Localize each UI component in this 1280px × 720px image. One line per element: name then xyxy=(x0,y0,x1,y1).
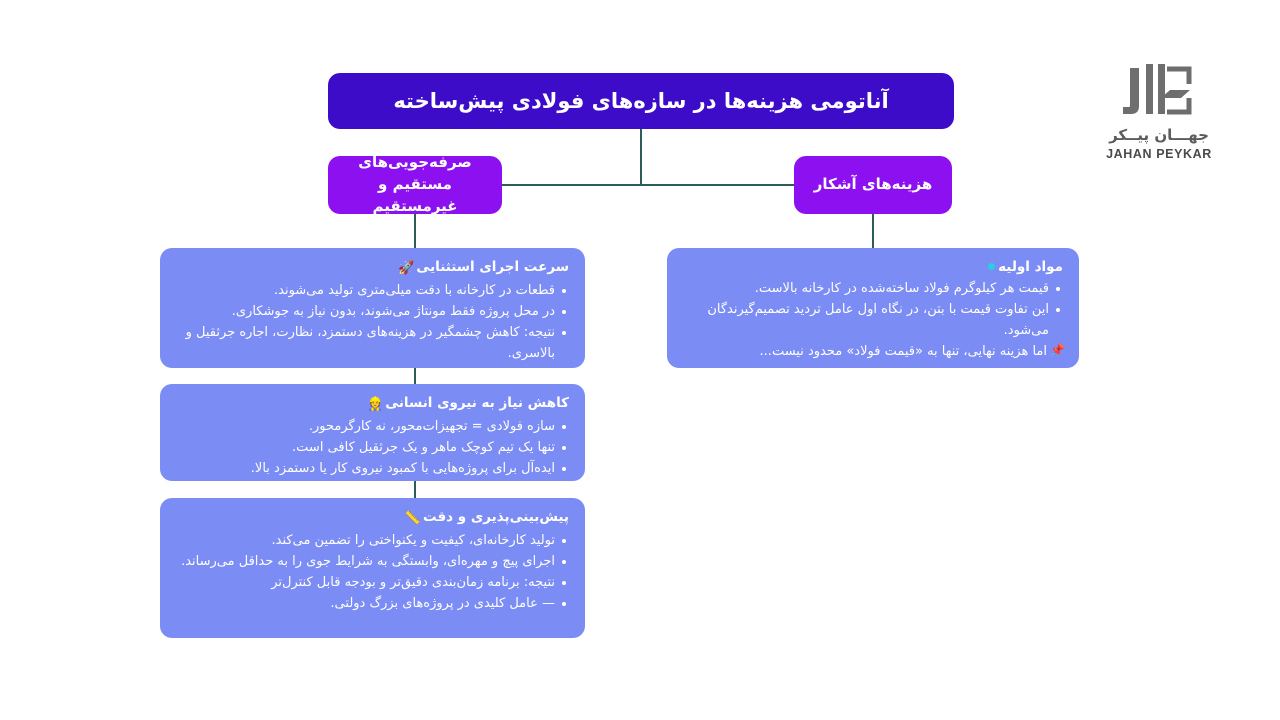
list-item: قیمت هر کیلوگرم فولاد ساخته‌شده در کارخانه بالاست. xyxy=(683,278,1063,299)
list-item: اجرای پیچ و مهره‌ای، وابستگی به شرایط جوی را به حداقل می‌رساند. xyxy=(176,551,569,572)
list-item: ایده‌آل برای پروژه‌هایی با کمبود نیروی کار یا دستمزد بالا. xyxy=(176,458,569,479)
card-execution-speed-heading-text: سرعت اجرای استثنایی xyxy=(416,259,569,275)
list-item: تنها یک تیم کوچک ماهر و یک جرثقیل کافی است. xyxy=(176,437,569,458)
card-predictability-precision xyxy=(160,498,585,638)
connector-speed-to-labor xyxy=(414,368,416,384)
card-predictability-heading-text: پیش‌بینی‌پذیری و دقت xyxy=(423,509,569,525)
node-visible-costs[interactable] xyxy=(794,156,952,214)
card-execution-speed-heading xyxy=(176,257,569,279)
diagram-title-text: آناتومی هزینه‌ها در سازه‌های فولادی پیش‌ساخته xyxy=(393,88,889,113)
list-item: سازه فولادی = تجهیزات‌محور، نه کارگرمحور. xyxy=(176,416,569,437)
card-predictability-list xyxy=(176,530,569,614)
card-predictability-heading xyxy=(176,507,569,529)
list-item: قطعات در کارخانه با دقت میلی‌متری تولید می‌شوند. xyxy=(176,280,569,301)
card-execution-speed-list xyxy=(176,280,569,364)
card-raw-materials-heading-text: مواد اولیه xyxy=(998,259,1063,275)
card-labor-reduction-heading xyxy=(176,393,569,415)
card-raw-materials xyxy=(667,248,1079,368)
node-indirect-savings-label xyxy=(340,152,490,217)
logo-name-en: JAHAN PEYKAR xyxy=(1106,147,1212,161)
ruler-icon: 📏 xyxy=(404,511,422,526)
jahan-peykar-logomark-icon xyxy=(1120,60,1198,122)
connector-title-to-row xyxy=(640,129,642,185)
logo xyxy=(1098,60,1220,175)
construction-worker-icon: 👷 xyxy=(367,397,384,412)
list-item: نتیجه: برنامه زمان‌بندی دقیق‌تر و بودجه قابل کنترل‌تر xyxy=(176,572,569,593)
list-item: در محل پروژه فقط مونتاژ می‌شوند، بدون نیاز به جوشکاری. xyxy=(176,301,569,322)
node-visible-costs-label: هزینه‌های آشکار xyxy=(813,175,933,194)
card-execution-speed xyxy=(160,248,585,368)
accent-dot-icon xyxy=(988,263,995,270)
node-savings-line2: مستقیم و غیرمستقیم xyxy=(372,175,458,215)
card-labor-reduction xyxy=(160,384,585,481)
card-labor-reduction-heading-text: کاهش نیاز به نیروی انسانی xyxy=(385,395,569,411)
list-item: نتیجه: کاهش چشمگیر در هزینه‌های دستمزد، نظارت، اجاره جرثقیل و بالاسری. xyxy=(176,322,569,364)
list-item: — عامل کلیدی در پروژه‌های بزرگ دولتی. xyxy=(176,593,569,614)
list-item-pinned: 📌 اما هزینه نهایی، تنها به «قیمت فولاد» محدود نیست... xyxy=(683,341,1063,362)
rocket-icon: 🚀 xyxy=(398,261,415,276)
connector-savings-to-speed xyxy=(414,214,416,248)
connector-labor-to-precision xyxy=(414,481,416,498)
card-raw-materials-heading xyxy=(683,257,1063,277)
card-raw-materials-list xyxy=(683,278,1063,362)
list-item: این تفاوت قیمت با بتن، در نگاه اول عامل تردید تصمیم‌گیرندگان می‌شود. xyxy=(683,299,1063,341)
logo-name-fa: جهـــان پیــکر xyxy=(1109,126,1209,144)
connector-visible-to-raw xyxy=(872,214,874,248)
node-savings-line1: صرفه‌جویی‌های xyxy=(358,153,472,172)
list-item: تولید کارخانه‌ای، کیفیت و یکنواختی را تضمین می‌کند. xyxy=(176,530,569,551)
node-indirect-savings[interactable] xyxy=(328,153,502,215)
card-labor-reduction-list xyxy=(176,416,569,479)
diagram-title xyxy=(328,73,954,129)
